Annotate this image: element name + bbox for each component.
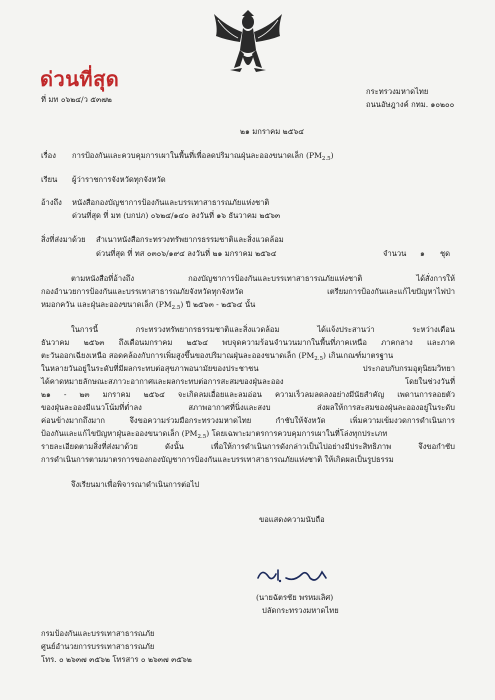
salutation-label: เรียน (41, 175, 58, 184)
attachment-count-label: จำนวน (383, 249, 407, 258)
attachment-count: ๑ (420, 249, 425, 258)
body-p2-line-10: รายละเอียดตามสิ่งที่ส่งมาด้วย ดังนั้น เพื่อให้การดำเนินการดังกล่าวเป็นไปอย่างมีประสิทธิภาพ จึงขอกำชับ (41, 442, 455, 451)
closing-regards: ขอแสดงความนับถือ (259, 515, 325, 524)
body-p2-line-9: ป้องกันและแก้ไขปัญหาฝุ่นละอองขนาดเล็ก $(PM_{2.5})$ โดยเฉพาะมาตรการควบคุมการเผาในที่โล่งทุกประเภท (41, 429, 388, 440)
body-p1-line-3: หมอกควัน และฝุ่นละอองขนาดเล็ก $(PM_{2.5})$ ปี ๒๕๖๓ - ๒๕๖๔ นั้น (41, 300, 256, 311)
body-p2-line-2: ธันวาคม ๒๕๖๓ ถึงเดือนมกราคม ๒๕๖๔ พบจุดความร้อนจำนวนมากในพื้นที่ภาคเหนือ ภาคกลาง และภาค (41, 338, 455, 347)
body-p2-line-7: ของฝุ่นละอองมีแนวโน้มที่ต่ำลง สภาพอากาศที่นิ่งและสงบ ส่งผลให้การสะสมของฝุ่นละอองอยู่ในระดับ (41, 403, 455, 412)
footer-center: ศูนย์อำนวยการบรรเทาสาธารณภัย (41, 642, 155, 651)
garuda-emblem-icon (212, 10, 284, 78)
ministry-name: กระทรวงมหาดไทย (366, 87, 429, 96)
attachment-label: สิ่งที่ส่งมาด้วย (41, 235, 86, 244)
body-p2-line-1: ในการนี้ กระทรวงทรัพยากรธรรมชาติและสิ่งแวดล้อม ได้แจ้งประสานว่า ระหว่างเดือน (71, 325, 455, 334)
body-p2-line-6: ๒๑ - ๒๓ มกราคม ๒๕๖๔ จะเกิดลมเอื่อยและลมอ่อน ความเร็วลมลดลงอย่างมีนัยสำคัญ เพดานการลอยตัว (41, 390, 455, 399)
document-number: ที่ มท ๐๖๒๔/ว ๕๓๗๒ (41, 95, 112, 104)
body-p2-line-3: ตะวันออกเฉียงเหนือ สอดคล้องกับการเพิ่มสูงขึ้นของปริมาณฝุ่นละอองขนาดเล็ก $(PM_{2.5})$ เกินเกณฑ์มาตรฐาน (41, 351, 394, 362)
body-p2-line-4: ในหลายวันอยู่ในระดับที่มีผลกระทบต่อสุขภาพอนามัยของประชาชน ประกอบกับกรมอุตุนิยมวิทยา (41, 364, 455, 373)
signatory-position: ปลัดกระทรวงมหาดไทย (262, 606, 339, 615)
urgency-stamp: ด่วนที่สุด (40, 67, 120, 91)
body-p1-line-1: ตามหนังสือที่อ้างถึง กองบัญชาการป้องกันและบรรเทาสาธารณภัยแห่งชาติ ได้สั่งการให้ (71, 274, 455, 283)
body-p2-line-8: ค่อนข้างมากถึงมาก จึงขอความร่วมมือกระทรวงมหาดไทย กำชับให้จังหวัด เพิ่มความเข้มงวดการดำเนินการ (41, 416, 455, 425)
subject-text: การป้องกันและควบคุมการเผาในพื้นที่เพื่อลดปริมาณฝุ่นละอองขนาดเล็ก $(PM_{2.5})$ (72, 151, 334, 162)
subject-label: เรื่อง (41, 151, 56, 160)
document-date: ๒๑ มกราคม ๒๕๖๔ (240, 127, 305, 136)
reference-label: อ้างถึง (41, 198, 62, 207)
footer-phone: โทร. ๐ ๒๖๓๗ ๓๕๖๒ โทรสาร ๐ ๒๖๓๗ ๓๕๖๒ (41, 655, 192, 664)
attachment-line-2: ด่วนที่สุด ที่ ทส ๐๓๐๖/๑๙๔ ลงวันที่ ๒๑ มกราคม ๒๕๖๔ (96, 249, 277, 258)
ministry-address: ถนนอัษฎางค์ กทม. ๑๐๒๐๐ (366, 100, 455, 109)
body-p2-line-5: ได้คาดหมายลักษณะสภาวะอากาศและผลกระทบต่อการสะสมของฝุ่นละออง โดยในช่วงวันที่ (41, 377, 455, 386)
body-p3: จึงเรียนมาเพื่อพิจารณาดำเนินการต่อไป (71, 480, 200, 489)
attachment-line-1: สำเนาหนังสือกระทรวงทรัพยากรธรรมชาติและสิ่งแวดล้อม (96, 235, 284, 244)
reference-line-2: ด่วนที่สุด ที่ มท (บกปภ) ๐๖๒๔/๑๔๐ ลงวันที่ ๑๖ ธันวาคม ๒๕๖๓ (72, 211, 281, 220)
attachment-unit: ชุด (440, 249, 451, 258)
body-p1-line-2: กองอำนวยการป้องกันและบรรเทาสาธารณภัยจังหวัดทุกจังหวัด เตรียมการป้องกันและแก้ไขปัญหาไฟป่า (41, 287, 455, 296)
footer-department: กรมป้องกันและบรรเทาสาธารณภัย (41, 629, 155, 638)
salutation-recipient: ผู้ว่าราชการจังหวัดทุกจังหวัด (72, 175, 166, 184)
reference-line-1: หนังสือกองบัญชาการป้องกันและบรรเทาสาธารณภัยแห่งชาติ (72, 198, 270, 207)
signatory-name: (นายฉัตรชัย พรหมเลิศ) (256, 593, 334, 602)
body-p2-line-11: การดำเนินการตามมาตรการของกองบัญชาการป้องกันและบรรเทาสาธารณภัยแห่งชาติ ให้เกิดผลเป็นรูปธรรม (41, 455, 394, 464)
signature-icon (252, 560, 342, 586)
